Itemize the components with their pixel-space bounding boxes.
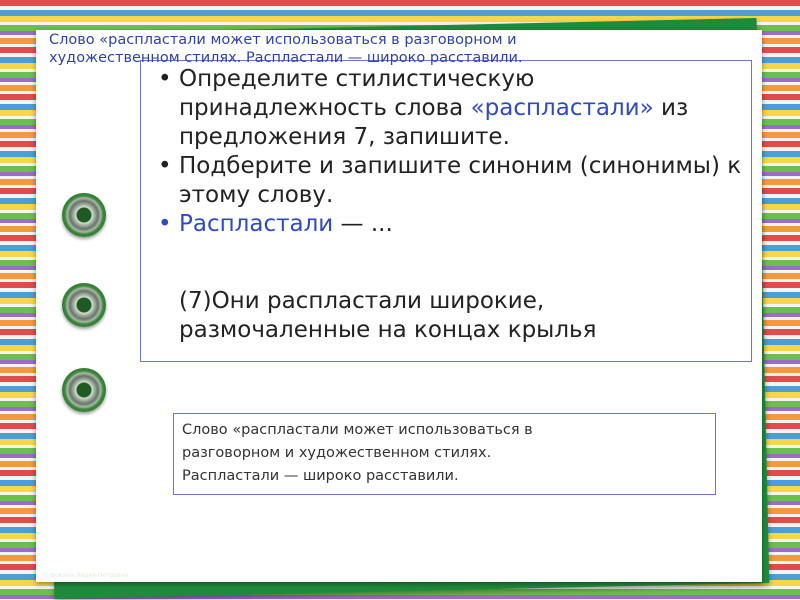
task-box (140, 60, 752, 362)
task-2-text: Подберите и запишите синоним (синонимы) к этому слову. (179, 153, 742, 208)
answer-line-3: Распластали — широко расставили. (182, 468, 459, 484)
bullet-icon: • (158, 66, 172, 92)
task-3-highlight-word: Распластали (179, 211, 334, 237)
bullet-icon: • (158, 153, 172, 179)
overlay-answer-note: Слово «распластали может использоваться в разговорном и художественном стилях. Распластали — широко расставили. (49, 32, 523, 66)
task-1-highlight-word: «распластали» (470, 95, 654, 121)
ring-icon-3 (62, 368, 106, 412)
answer-box (173, 413, 716, 495)
task-3-text-end: — ... (333, 211, 393, 237)
answer-line-2: разговорном и художественном стилях. (182, 445, 492, 461)
ring-icon-1 (62, 193, 106, 237)
bullet-icon: • (158, 211, 172, 237)
copyright-text: © Фокина Лидия Петровна (42, 572, 129, 579)
task-1-text-end: из предложения 7, запишите. (179, 95, 689, 150)
task-1-text-start: Определите стилистическую принадлежность слова (179, 66, 535, 121)
task-item-2 (155, 152, 745, 210)
task-item-3 (155, 210, 745, 239)
task-list (155, 65, 745, 239)
task-item-1 (155, 65, 745, 152)
ring-icon-2 (62, 283, 106, 327)
quote-sentence: (7)Они распластали широкие, размочаленные на концах крылья (179, 288, 597, 343)
answer-line-1: Слово «распластали может использоваться в (182, 422, 533, 438)
